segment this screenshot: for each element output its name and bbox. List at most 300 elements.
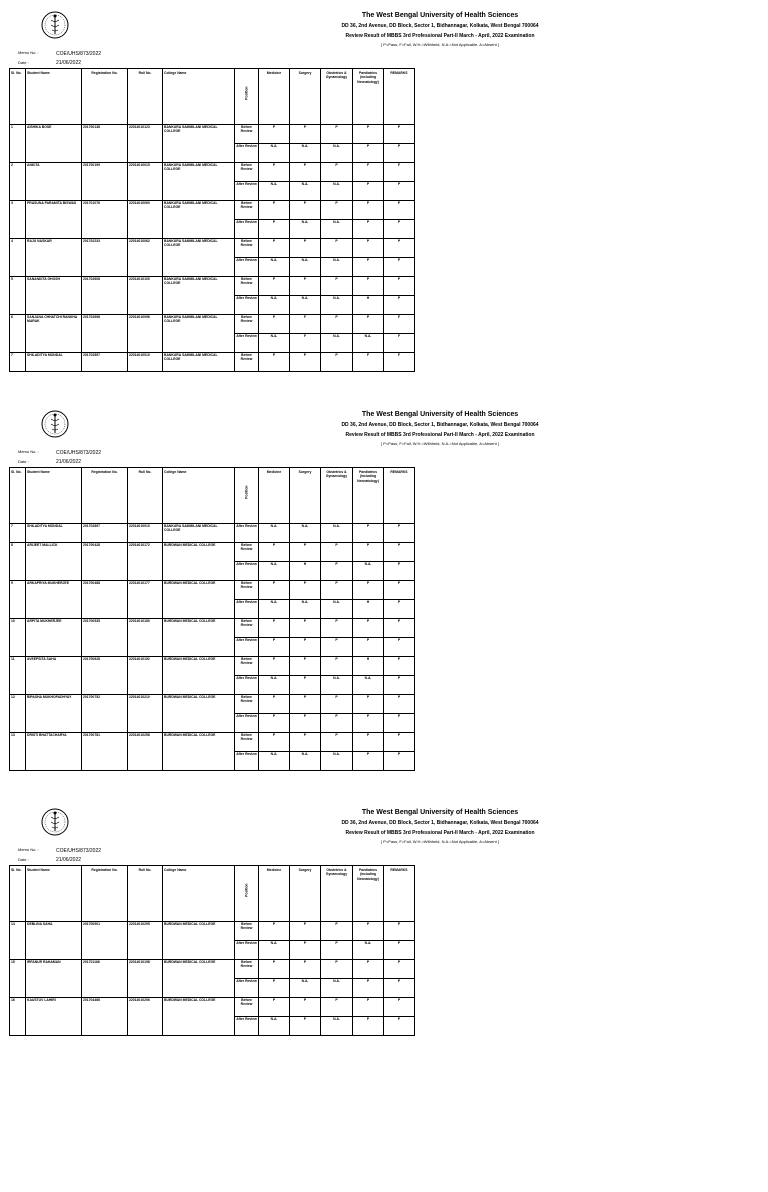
paediatrics-before-grade: P xyxy=(353,239,384,258)
medicine-before-grade: P xyxy=(259,353,290,372)
roll-cell: 22014010258 xyxy=(128,733,163,771)
roll-cell: 22014010100 xyxy=(128,277,163,315)
remarks-before-grade: P xyxy=(384,733,415,752)
college-cell: BANKURA SAMMILANI MEDICAL COLLEGE xyxy=(163,277,235,315)
memo-label: Memo No. : xyxy=(18,847,39,852)
surgery-after-grade: N.A. xyxy=(290,296,321,315)
obstetrics-before-grade: P xyxy=(321,277,353,296)
student-name-cell: KAUSTUV LAHIRI xyxy=(26,998,82,1036)
college-cell: BURDWAN MEDICAL COLLEGE xyxy=(163,581,235,619)
memo-label: Memo No. : xyxy=(18,50,39,55)
roll-cell: 22014010206 xyxy=(128,998,163,1036)
roll-cell: 22014010180 xyxy=(128,619,163,657)
medicine-after-grade: N.A. xyxy=(259,524,290,543)
paediatrics-before-grade: P xyxy=(353,619,384,638)
roll-cell: 22014010015 xyxy=(128,163,163,201)
col-medicine: Medicine xyxy=(259,69,290,125)
col-roll: Roll No. xyxy=(128,468,163,524)
table-row xyxy=(10,960,415,979)
paediatrics-after-grade: P xyxy=(353,220,384,239)
medicine-after-grade: N.A. xyxy=(259,334,290,353)
college-cell: BANKURA SAMMILANI MEDICAL COLLEGE xyxy=(163,201,235,239)
remarks-after-grade: P xyxy=(384,258,415,277)
col-paediatrics: Paediatrics (including Neonatology) xyxy=(353,468,384,524)
registration-cell: 201700901 xyxy=(82,922,128,960)
registration-cell: 201700781 xyxy=(82,733,128,771)
before-review-label: Before Review xyxy=(235,125,259,144)
obstetrics-before-grade: P xyxy=(321,657,353,676)
student-name-cell: AISHIKA BOSE xyxy=(26,125,82,163)
paediatrics-after-grade: P xyxy=(353,144,384,163)
obstetrics-after-grade: N.A. xyxy=(321,676,353,695)
obstetrics-before-grade: P xyxy=(321,998,353,1017)
remarks-after-grade: P xyxy=(384,144,415,163)
surgery-after-grade: N.A. xyxy=(290,258,321,277)
sl-cell: 5 xyxy=(10,277,26,315)
sl-cell: 7 xyxy=(10,353,26,372)
surgery-after-grade: N.A. xyxy=(290,600,321,619)
col-roll: Roll No. xyxy=(128,69,163,125)
university-address: DD 36, 2nd Avenue, DD Block, Sector 1, Bidhannagar, Kolkata, West Bengal 700064 xyxy=(341,422,539,428)
surgery-after-grade: N.A. xyxy=(290,144,321,163)
obstetrics-after-grade: N.A. xyxy=(321,144,353,163)
table-row xyxy=(10,922,415,941)
paediatrics-after-grade: N.A. xyxy=(353,941,384,960)
col-student-name: Student Name xyxy=(26,468,82,524)
surgery-before-grade: F xyxy=(290,315,321,334)
paediatrics-before-grade: P xyxy=(353,581,384,600)
registration-cell: 201700535 xyxy=(82,619,128,657)
sl-cell: 2 xyxy=(10,163,26,201)
table-row xyxy=(10,581,415,600)
sl-cell: 10 xyxy=(10,619,26,657)
registration-cell: 201702233 xyxy=(82,239,128,277)
remarks-after-grade: P xyxy=(384,562,415,581)
obstetrics-before-grade: P xyxy=(321,163,353,182)
result-page-1 xyxy=(0,0,768,395)
registration-cell: 201700138 xyxy=(82,125,128,163)
review-title: Review Result of MBBS 3rd Professional Part-II March - April, 2022 Examination xyxy=(345,830,535,836)
result-page-3 xyxy=(0,797,768,1192)
paediatrics-before-grade: P xyxy=(353,733,384,752)
college-cell: BURDWAN MEDICAL COLLEGE xyxy=(163,922,235,960)
sl-cell: 8 xyxy=(10,543,26,581)
review-title: Review Result of MBBS 3rd Professional Part-II March - April, 2022 Examination xyxy=(345,33,535,39)
before-review-label: Before Review xyxy=(235,277,259,296)
medicine-before-grade: P xyxy=(259,733,290,752)
remarks-before-grade: P xyxy=(384,695,415,714)
obstetrics-before-grade: P xyxy=(321,125,353,144)
after-review-label: After Review xyxy=(235,258,259,277)
table-row xyxy=(10,524,415,543)
registration-cell: 201700752 xyxy=(82,695,128,733)
medicine-before-grade: P xyxy=(259,163,290,182)
paediatrics-after-grade: P xyxy=(353,638,384,657)
registration-cell: 201700488 xyxy=(82,581,128,619)
roll-cell: 22014010177 xyxy=(128,581,163,619)
col-medicine: Medicine xyxy=(259,468,290,524)
table-row xyxy=(10,201,415,220)
roll-cell: 22014010060 xyxy=(128,201,163,239)
col-college: College Name xyxy=(163,69,235,125)
memo-label: Memo No. : xyxy=(18,449,39,454)
college-cell: BURDWAN MEDICAL COLLEGE xyxy=(163,960,235,998)
university-name: The West Bengal University of Health Sciences xyxy=(361,12,519,19)
medicine-before-grade: P xyxy=(259,657,290,676)
col-position xyxy=(235,468,259,524)
remarks-before-grade: P xyxy=(384,619,415,638)
after-review-label: After Review xyxy=(235,638,259,657)
remarks-after-grade: P xyxy=(384,1017,415,1036)
surgery-before-grade: P xyxy=(290,960,321,979)
college-cell: BURDWAN MEDICAL COLLEGE xyxy=(163,998,235,1036)
table-row xyxy=(10,543,415,562)
obstetrics-before-grade: P xyxy=(321,581,353,600)
college-cell: BURDWAN MEDICAL COLLEGE xyxy=(163,695,235,733)
table-header-row xyxy=(10,69,415,125)
paediatrics-before-grade: P xyxy=(353,922,384,941)
before-review-label: Before Review xyxy=(235,581,259,600)
table-header-row xyxy=(10,468,415,524)
sl-cell: 15 xyxy=(10,960,26,998)
after-review-label: After Review xyxy=(235,1017,259,1036)
obstetrics-before-grade: P xyxy=(321,353,353,372)
paediatrics-after-grade: P xyxy=(353,714,384,733)
obstetrics-before-grade: P xyxy=(321,922,353,941)
table-row xyxy=(10,315,415,334)
memo-number: COE/UHS/873/2022 xyxy=(56,51,102,57)
memo-number: COE/UHS/873/2022 xyxy=(56,848,102,854)
results-table xyxy=(9,865,415,1036)
medicine-after-grade: P xyxy=(259,220,290,239)
col-sl: Sl. No. xyxy=(10,468,26,524)
sl-cell: 11 xyxy=(10,657,26,695)
after-review-label: After Review xyxy=(235,334,259,353)
before-review-label: Before Review xyxy=(235,998,259,1017)
surgery-after-grade: N.A. xyxy=(290,182,321,201)
student-name-cell: RAJU NASKAR xyxy=(26,239,82,277)
roll-cell: 22014010198 xyxy=(128,960,163,998)
university-name: The West Bengal University of Health Sciences xyxy=(361,809,519,816)
paediatrics-before-grade: P xyxy=(353,998,384,1017)
review-title: Review Result of MBBS 3rd Professional Part-II March - April, 2022 Examination xyxy=(345,432,535,438)
remarks-before-grade: P xyxy=(384,922,415,941)
obstetrics-before-grade: P xyxy=(321,543,353,562)
college-cell: BANKURA SAMMILANI MEDICAL COLLEGE xyxy=(163,163,235,201)
obstetrics-after-grade: P xyxy=(321,638,353,657)
registration-cell: 201702897 xyxy=(82,353,128,372)
table-row xyxy=(10,998,415,1017)
result-legend: [ P=Pass, F=Fail, W.H.=Withheld, N.A.=Not Applicable, A=Absent ] xyxy=(381,441,499,446)
table-row xyxy=(10,353,415,372)
surgery-after-grade: P xyxy=(290,1017,321,1036)
col-obstetrics: Obstetrics & Gynaecology xyxy=(321,468,353,524)
paediatrics-after-grade: N.A. xyxy=(353,562,384,581)
remarks-after-grade: P xyxy=(384,220,415,239)
surgery-before-grade: P xyxy=(290,239,321,258)
paediatrics-after-grade: N.A. xyxy=(353,676,384,695)
roll-cell: 22014010123 xyxy=(128,125,163,163)
university-address: DD 36, 2nd Avenue, DD Block, Sector 1, Bidhannagar, Kolkata, West Bengal 700064 xyxy=(341,820,539,826)
surgery-after-grade: N.A. xyxy=(290,752,321,771)
student-name-cell: DRISTI BHATTACHARYA xyxy=(26,733,82,771)
paediatrics-after-grade: P xyxy=(353,524,384,543)
remarks-before-grade: F xyxy=(384,163,415,182)
table-row xyxy=(10,695,415,714)
university-seal-icon xyxy=(40,807,70,837)
col-position-label: Position xyxy=(244,485,249,499)
before-review-label: Before Review xyxy=(235,315,259,334)
after-review-label: After Review xyxy=(235,524,259,543)
medicine-after-grade: P xyxy=(259,638,290,657)
paediatrics-before-grade: F xyxy=(353,353,384,372)
sl-cell: 3 xyxy=(10,201,26,239)
roll-cell: 22014010010 xyxy=(128,524,163,543)
remarks-before-grade: P xyxy=(384,581,415,600)
paediatrics-before-grade: P xyxy=(353,277,384,296)
paediatrics-before-grade: P xyxy=(353,125,384,144)
col-position xyxy=(235,69,259,125)
table-header-row xyxy=(10,866,415,922)
remarks-before-grade: F xyxy=(384,353,415,372)
surgery-after-grade: P xyxy=(290,714,321,733)
surgery-after-grade: P xyxy=(290,941,321,960)
medicine-before-grade: P xyxy=(259,619,290,638)
surgery-before-grade: P xyxy=(290,619,321,638)
obstetrics-before-grade: P xyxy=(321,695,353,714)
surgery-after-grade: N.A. xyxy=(290,979,321,998)
obstetrics-before-grade: P xyxy=(321,960,353,979)
medicine-before-grade: P xyxy=(259,543,290,562)
surgery-before-grade: P xyxy=(290,657,321,676)
remarks-after-grade: P xyxy=(384,524,415,543)
medicine-before-grade: P xyxy=(259,239,290,258)
before-review-label: Before Review xyxy=(235,695,259,714)
remarks-before-grade: F xyxy=(384,315,415,334)
after-review-label: After Review xyxy=(235,941,259,960)
paediatrics-before-grade: P xyxy=(353,960,384,979)
medicine-after-grade: N.A. xyxy=(259,258,290,277)
col-position-label: Position xyxy=(244,883,249,897)
remarks-before-grade: P xyxy=(384,543,415,562)
surgery-after-grade: N.A. xyxy=(290,220,321,239)
remarks-before-grade: P xyxy=(384,277,415,296)
medicine-before-grade: P xyxy=(259,695,290,714)
surgery-before-grade: P xyxy=(290,581,321,600)
results-table xyxy=(9,467,415,771)
before-review-label: Before Review xyxy=(235,922,259,941)
surgery-before-grade: P xyxy=(290,125,321,144)
student-name-cell: BIPASHA MUKHOPADHYAY xyxy=(26,695,82,733)
student-name-cell: SHILADITYA MONDAL xyxy=(26,524,82,543)
col-paediatrics: Paediatrics (including Neonatology) xyxy=(353,866,384,922)
table-row xyxy=(10,733,415,752)
paediatrics-after-grade: P xyxy=(353,258,384,277)
col-remarks: REMARKS xyxy=(384,468,415,524)
table-row xyxy=(10,163,415,182)
after-review-label: After Review xyxy=(235,296,259,315)
obstetrics-after-grade: N.A. xyxy=(321,220,353,239)
paediatrics-after-grade: P xyxy=(353,1017,384,1036)
roll-cell: 22014010172 xyxy=(128,543,163,581)
paediatrics-after-grade: N.A. xyxy=(353,334,384,353)
surgery-before-grade: P xyxy=(290,163,321,182)
university-name: The West Bengal University of Health Sciences xyxy=(361,411,519,418)
medicine-after-grade: N.A. xyxy=(259,296,290,315)
before-review-label: Before Review xyxy=(235,353,259,372)
remarks-after-grade: P xyxy=(384,182,415,201)
medicine-after-grade: N.A. xyxy=(259,752,290,771)
sl-cell: 4 xyxy=(10,239,26,277)
col-obstetrics: Obstetrics & Gynaecology xyxy=(321,69,353,125)
before-review-label: Before Review xyxy=(235,960,259,979)
obstetrics-after-grade: N.A. xyxy=(321,524,353,543)
obstetrics-before-grade: P xyxy=(321,239,353,258)
date-label: Date : xyxy=(18,459,29,464)
paediatrics-after-grade: P xyxy=(353,979,384,998)
results-table xyxy=(9,68,415,372)
col-sl: Sl. No. xyxy=(10,866,26,922)
after-review-label: After Review xyxy=(235,979,259,998)
medicine-before-grade: P xyxy=(259,277,290,296)
surgery-after-grade: H xyxy=(290,562,321,581)
col-remarks: REMARKS xyxy=(384,69,415,125)
paediatrics-before-grade: P xyxy=(353,315,384,334)
memo-date: 21/06/2022 xyxy=(56,857,82,863)
col-position xyxy=(235,866,259,922)
remarks-after-grade: F xyxy=(384,334,415,353)
obstetrics-before-grade: P xyxy=(321,201,353,220)
student-name-cell: ARKAPRIYA MUKHERJEE xyxy=(26,581,82,619)
table-row xyxy=(10,125,415,144)
surgery-after-grade: N.A. xyxy=(290,524,321,543)
remarks-after-grade: P xyxy=(384,676,415,695)
obstetrics-after-grade: N.A. xyxy=(321,334,353,353)
obstetrics-after-grade: N.A. xyxy=(321,296,353,315)
paediatrics-before-grade: H xyxy=(353,657,384,676)
before-review-label: Before Review xyxy=(235,163,259,182)
surgery-before-grade: P xyxy=(290,922,321,941)
paediatrics-before-grade: P xyxy=(353,543,384,562)
col-college: College Name xyxy=(163,866,235,922)
table-row xyxy=(10,619,415,638)
roll-cell: 22014010295 xyxy=(128,922,163,960)
surgery-before-grade: P xyxy=(290,998,321,1017)
remarks-before-grade: P xyxy=(384,239,415,258)
obstetrics-after-grade: P xyxy=(321,562,353,581)
medicine-after-grade: N.A. xyxy=(259,941,290,960)
result-legend: [ P=Pass, F=Fail, W.H.=Withheld, N.A.=Not Applicable, A=Absent ] xyxy=(381,42,499,47)
college-cell: BURDWAN MEDICAL COLLEGE xyxy=(163,733,235,771)
registration-cell: 201702698 xyxy=(82,315,128,353)
college-cell: BANKURA SAMMILANI MEDICAL COLLEGE xyxy=(163,125,235,163)
student-name-cell: SANANDITA GHOSH xyxy=(26,277,82,315)
remarks-after-grade: P xyxy=(384,979,415,998)
after-review-label: After Review xyxy=(235,220,259,239)
surgery-before-grade: P xyxy=(290,695,321,714)
col-position-label: Position xyxy=(244,86,249,100)
medicine-after-grade: N.A. xyxy=(259,1017,290,1036)
college-cell: BANKURA SAMMILANI MEDICAL COLLEGE xyxy=(163,315,235,353)
after-review-label: After Review xyxy=(235,144,259,163)
college-cell: BURDWAN MEDICAL COLLEGE xyxy=(163,657,235,695)
registration-cell: 201702897 xyxy=(82,524,128,543)
student-name-cell: SHILADITYA MONDAL xyxy=(26,353,82,372)
sl-cell: 12 xyxy=(10,695,26,733)
college-cell: BURDWAN MEDICAL COLLEGE xyxy=(163,543,235,581)
paediatrics-after-grade: H xyxy=(353,600,384,619)
before-review-label: Before Review xyxy=(235,733,259,752)
college-cell: BANKURA SAMMILANI MEDICAL COLLEGE xyxy=(163,353,235,372)
surgery-after-grade: P xyxy=(290,638,321,657)
university-address: DD 36, 2nd Avenue, DD Block, Sector 1, Bidhannagar, Kolkata, West Bengal 700064 xyxy=(341,23,539,29)
col-surgery: Surgery xyxy=(290,69,321,125)
paediatrics-before-grade: F xyxy=(353,163,384,182)
obstetrics-after-grade: N.A. xyxy=(321,1017,353,1036)
medicine-after-grade: P xyxy=(259,714,290,733)
result-legend: [ P=Pass, F=Fail, W.H.=Withheld, N.A.=Not Applicable, A=Absent ] xyxy=(381,839,499,844)
obstetrics-after-grade: P xyxy=(321,714,353,733)
memo-date: 21/06/2022 xyxy=(56,60,82,66)
remarks-before-grade: P xyxy=(384,998,415,1017)
before-review-label: Before Review xyxy=(235,543,259,562)
col-roll: Roll No. xyxy=(128,866,163,922)
table-row xyxy=(10,657,415,676)
obstetrics-after-grade: N.A. xyxy=(321,600,353,619)
medicine-after-grade: N.A. xyxy=(259,144,290,163)
student-name-cell: DEBLINA SAHA xyxy=(26,922,82,960)
before-review-label: Before Review xyxy=(235,657,259,676)
after-review-label: After Review xyxy=(235,676,259,695)
remarks-before-grade: P xyxy=(384,657,415,676)
obstetrics-after-grade: N.A. xyxy=(321,182,353,201)
obstetrics-after-grade: N.A. xyxy=(321,752,353,771)
obstetrics-after-grade: P xyxy=(321,941,353,960)
college-cell: BURDWAN MEDICAL COLLEGE xyxy=(163,619,235,657)
sl-cell: 7 xyxy=(10,524,26,543)
surgery-before-grade: P xyxy=(290,277,321,296)
registration-cell: 201700628 xyxy=(82,657,128,695)
registration-cell: 201701166 xyxy=(82,960,128,998)
student-name-cell: ARIJEET MALLICK xyxy=(26,543,82,581)
medicine-after-grade: N.A. xyxy=(259,600,290,619)
sl-cell: 16 xyxy=(10,998,26,1036)
surgery-before-grade: P xyxy=(290,353,321,372)
registration-cell: 201700428 xyxy=(82,543,128,581)
medicine-before-grade: P xyxy=(259,998,290,1017)
col-medicine: Medicine xyxy=(259,866,290,922)
col-student-name: Student Name xyxy=(26,866,82,922)
col-student-name: Student Name xyxy=(26,69,82,125)
medicine-after-grade: N.A. xyxy=(259,182,290,201)
registration-cell: 201701076 xyxy=(82,201,128,239)
col-registration: Registration No. xyxy=(82,866,128,922)
before-review-label: Before Review xyxy=(235,619,259,638)
memo-number: COE/UHS/873/2022 xyxy=(56,450,102,456)
remarks-after-grade: P xyxy=(384,941,415,960)
after-review-label: After Review xyxy=(235,182,259,201)
col-sl: Sl. No. xyxy=(10,69,26,125)
paediatrics-before-grade: P xyxy=(353,201,384,220)
surgery-after-grade: P xyxy=(290,676,321,695)
paediatrics-after-grade: P xyxy=(353,182,384,201)
college-cell: BANKURA SAMMILANI MEDICAL COLLEGE xyxy=(163,239,235,277)
surgery-before-grade: P xyxy=(290,543,321,562)
medicine-after-grade: P xyxy=(259,979,290,998)
obstetrics-after-grade: N.A. xyxy=(321,258,353,277)
table-row xyxy=(10,277,415,296)
roll-cell: 22014010010 xyxy=(128,353,163,372)
